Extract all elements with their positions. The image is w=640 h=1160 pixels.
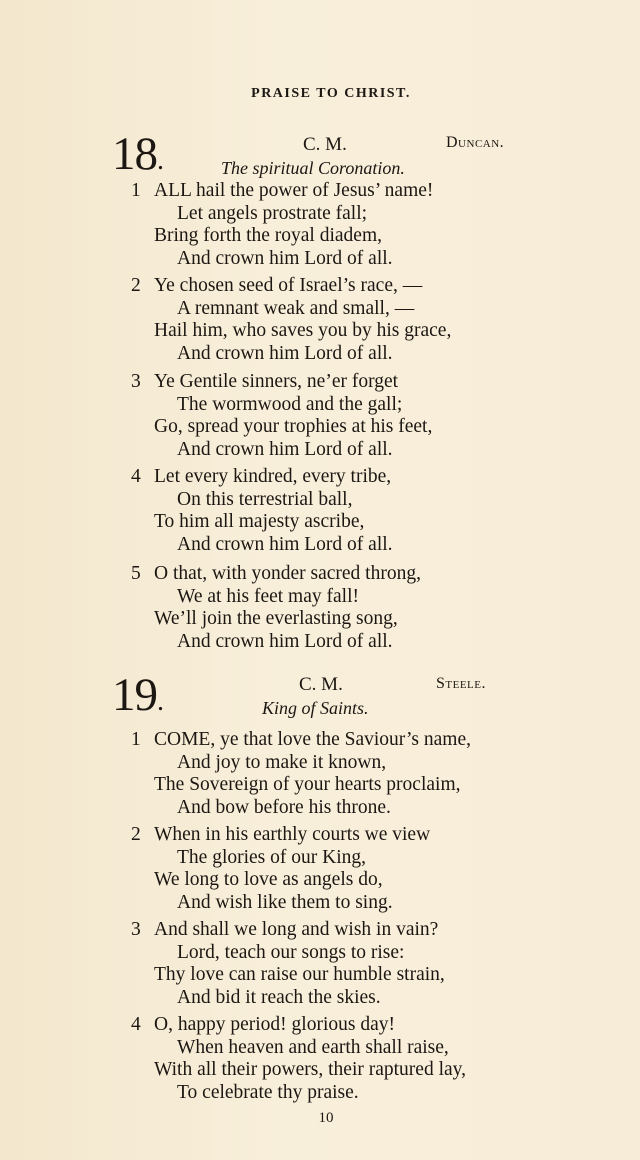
stanza-number: 1 [131, 180, 141, 201]
verse-line: Lord, teach our songs to rise: [177, 941, 405, 963]
hymn-18-subtitle: The spiritual Coronation. [221, 158, 405, 178]
hymn-18-tune: Duncan. [446, 134, 505, 151]
verse-line: And shall we long and wish in vain? [154, 919, 439, 940]
hymn-18-stanza-3 [131, 371, 571, 461]
verse-line: Ye chosen seed of Israel’s race, — [154, 275, 423, 296]
running-head: PRAISE TO CHRIST. [251, 86, 411, 101]
verse-line: O, happy period! glorious day! [154, 1014, 395, 1035]
verse-line: And crown him Lord of all. [177, 342, 393, 364]
verse-line: Thy love can raise our humble strain, [154, 964, 445, 985]
verse-line: We’ll join the everlasting song, [154, 608, 398, 629]
verse-line: To celebrate thy praise. [177, 1081, 359, 1103]
verse-line: The glories of our King, [177, 846, 367, 868]
stanza-number: 4 [131, 1014, 141, 1035]
verse-line: With all their powers, their raptured lay, [154, 1059, 467, 1080]
stanza-number: 4 [131, 466, 141, 487]
verse-line: And crown him Lord of all. [177, 630, 393, 652]
page-number: 10 [318, 1110, 334, 1126]
verse-line: ALL hail the power of Jesus’ name! [154, 180, 434, 201]
verse-line: O that, with yonder sacred throng, [154, 563, 421, 584]
verse-line: And crown him Lord of all. [177, 247, 393, 269]
hymn-number-19: 19. [112, 669, 163, 721]
verse-line: And wish like them to sing. [177, 891, 393, 913]
hymn-18-stanza-2 [131, 275, 571, 365]
verse-line: And crown him Lord of all. [177, 438, 393, 460]
verse-line: To him all majesty ascribe, [154, 511, 365, 532]
hymn-19-stanza-3 [131, 919, 571, 1009]
hymn-19-stanza-2 [131, 824, 571, 914]
verse-line: When in his earthly courts we view [154, 824, 431, 845]
verse-line: And crown him Lord of all. [177, 533, 393, 555]
verse-line: When heaven and earth shall raise, [177, 1036, 449, 1058]
hymn-number-18: 18. [112, 128, 163, 180]
hymn-19-stanza-4 [131, 1014, 571, 1104]
hymn-19-meter: C. M. [299, 674, 343, 695]
verse-line: Go, spread your trophies at his feet, [154, 416, 433, 437]
stanza-number: 2 [131, 275, 141, 296]
verse-line: Hail him, who saves you by his grace, [154, 320, 452, 341]
verse-line: And bow before his throne. [177, 796, 391, 818]
verse-line: Let every kindred, every tribe, [154, 466, 392, 487]
verse-line: Ye Gentile sinners, ne’er forget [154, 371, 399, 392]
stanza-number: 2 [131, 824, 141, 845]
stanza-number: 3 [131, 919, 141, 940]
stanza-number: 5 [131, 563, 141, 584]
verse-line: A remnant weak and small, — [177, 297, 415, 319]
verse-line: We at his feet may fall! [177, 585, 359, 607]
verse-line: And joy to make it known, [177, 751, 387, 773]
verse-line: Bring forth the royal diadem, [154, 225, 382, 246]
hymn-19-tune: Steele. [436, 675, 486, 692]
hymn-18-stanza-4 [131, 466, 571, 556]
stanza-number: 1 [131, 729, 141, 750]
verse-line: The wormwood and the gall; [177, 393, 403, 415]
hymn-19-subtitle: King of Saints. [262, 698, 369, 718]
stanza-number: 3 [131, 371, 141, 392]
verse-line: The Sovereign of your hearts proclaim, [154, 774, 461, 795]
hymn-19-stanza-1 [131, 729, 571, 819]
verse-line: Let angels prostrate fall; [177, 202, 368, 224]
verse-line: We long to love as angels do, [154, 869, 383, 890]
verse-line: On this terrestrial ball, [177, 488, 353, 510]
hymn-18-meter: C. M. [303, 134, 347, 155]
hymn-18-stanza-5 [131, 563, 571, 653]
verse-line: And bid it reach the skies. [177, 986, 381, 1008]
verse-line: COME, ye that love the Saviour’s name, [154, 729, 471, 750]
hymn-18-stanza-1 [131, 180, 571, 270]
